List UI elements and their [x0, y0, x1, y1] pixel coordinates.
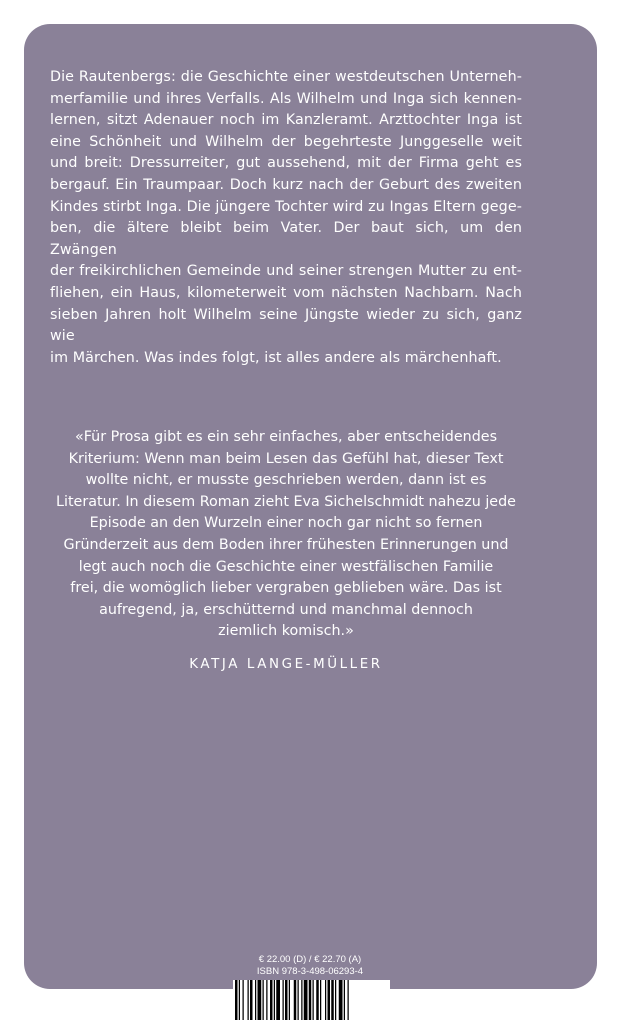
barcode-bar: [276, 980, 280, 1020]
quote-line: «Für Prosa gibt es ein sehr einfaches, aber entscheidendes: [74, 429, 498, 445]
blurb-line: und breit: Dressurreiter, gut aussehend, mit der Firma geht es: [50, 155, 522, 172]
barcode-bar: [289, 980, 290, 1020]
quote-line: Gründerzeit aus dem Boden ihrer frühesten Erinnerungen und: [63, 536, 509, 553]
barcode-bar: [243, 980, 244, 1020]
barcode-bar: [348, 980, 349, 1020]
barcode-bar: [335, 980, 336, 1020]
review-quote: [50, 427, 522, 643]
blurb-line: der freikirchlichen Gemeinde und seiner strengen Mutter zu ent-: [50, 263, 522, 280]
barcode-bar: [309, 980, 312, 1020]
barcode-bar: [294, 980, 297, 1020]
blurb-line: fliehen, ein Haus, kilometerweit vom nächsten Nachbarn. Nach: [50, 284, 522, 301]
barcode-bar: [285, 980, 288, 1020]
barcode-bar: [316, 980, 319, 1020]
blurb-line: sieben Jahren holt Wilhelm seine Jüngste wieder zu sich, ganz wie: [50, 306, 522, 345]
blurb-line: merfamilie und ihres Verfalls. Als Wilhelm und Inga sich kennen-: [50, 90, 522, 107]
barcode-bar: [235, 980, 238, 1020]
quote-line: Episode an den Wurzeln einer noch gar nicht so fernen: [89, 515, 483, 532]
quote-line: legt auch noch die Geschichte einer westfälischen Familie: [78, 558, 494, 575]
barcode-bar: [304, 980, 308, 1020]
barcode-bar: [339, 980, 343, 1020]
barcode-bar: [301, 980, 302, 1020]
blurb-line: bergauf. Ein Traumpaar. Doch kurz nach der Geburt des zweiten: [50, 176, 522, 193]
barcode-bar: [274, 980, 275, 1020]
barcode-bar: [263, 980, 264, 1020]
barcode-bar: [239, 980, 240, 1020]
barcode-bar: [270, 980, 273, 1020]
blurb-line: lernen, sitzt Adenauer noch im Kanzleramt. Arzttochter Inga ist: [50, 112, 522, 129]
barcode-bar: [325, 980, 326, 1020]
quote-line: aufregend, ja, erschütternd und manchmal dennoch: [99, 601, 473, 618]
book-blurb: [50, 67, 522, 369]
blurb-line: im Märchen. Was indes folgt, ist alles andere als märchenhaft.: [50, 349, 502, 366]
barcode-bar: [331, 980, 334, 1020]
barcode-bar: [320, 980, 321, 1020]
quote-author: KATJA LANGE-MÜLLER: [189, 657, 383, 672]
barcode-bar: [248, 980, 249, 1020]
price-info: [0, 954, 620, 978]
quote-line: ziemlich komisch.»: [218, 623, 354, 640]
barcode-bar: [258, 980, 262, 1020]
isbn-label: ISBN 978-3-498-06293-4: [256, 966, 364, 977]
barcode-bar: [313, 980, 314, 1020]
blurb-line: Die Rautenbergs: die Geschichte einer westdeutschen Unterneh-: [50, 69, 522, 85]
price-label: € 22.00 (D) / € 22.70 (A): [258, 954, 362, 965]
barcode-bar: [328, 980, 331, 1020]
blurb-line: ben, die ältere bleibt beim Vater. Der baut sich, um den Zwängen: [50, 220, 522, 258]
blurb-line: eine Schönheit und Wilhelm der begehrteste Junggeselle weit: [50, 133, 522, 150]
barcode-bar: [344, 980, 345, 1020]
quote-line: Literatur. In diesem Roman zieht Eva Sichelschmidt nahezu jede: [56, 493, 516, 510]
blurb-line: Kindes stirbt Inga. Die jüngere Tochter wird zu Ingas Eltern gege-: [50, 198, 522, 215]
barcode-bar: [283, 980, 284, 1020]
quote-line: wollte nicht, er musste geschrieben werden, dann ist es: [85, 472, 487, 489]
barcode-bar: [298, 980, 299, 1020]
barcode-bar: [255, 980, 256, 1020]
quote-line: frei, die womöglich lieber vergraben geblieben wäre. Das ist: [70, 580, 502, 597]
quote-line: Kriterium: Wenn man beim Lesen das Gefühl hat, dieser Text: [68, 450, 504, 467]
barcode-icon: [233, 980, 390, 1020]
barcode-bar: [266, 980, 267, 1020]
barcode-bar: [250, 980, 253, 1020]
